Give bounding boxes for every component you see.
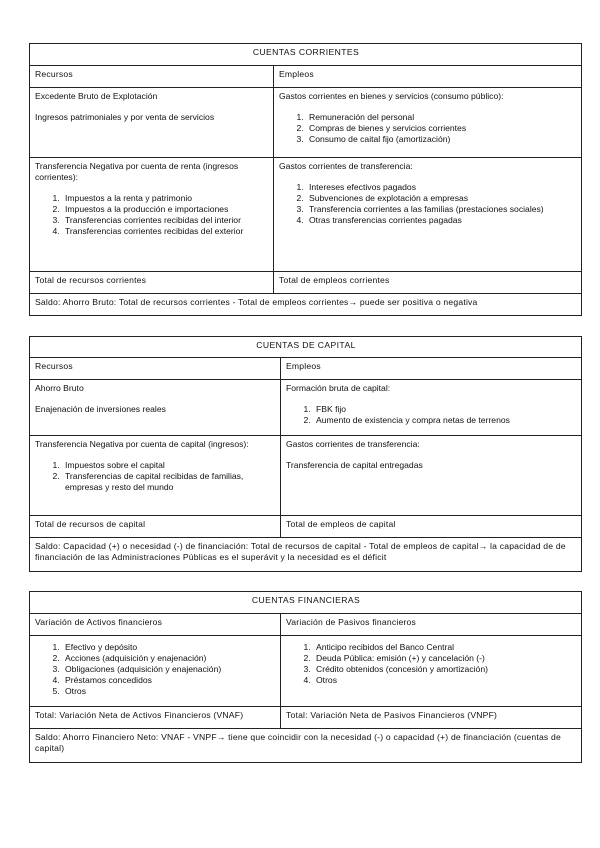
column-header-activos: Variación de Activos financieros <box>30 614 281 636</box>
total-recursos: Total de recursos de capital <box>30 516 281 538</box>
list-item: 1. Remuneración del personal <box>306 112 577 123</box>
list-item: 1. FBK fijo <box>313 404 577 415</box>
total-empleos: Total de empleos de capital <box>281 516 582 538</box>
saldo-row: Saldo: Ahorro Bruto: Total de recursos corrientes - Total de empleos corrientes→ puede ser positiva o negativa <box>30 294 582 316</box>
list-item: 1. Anticipo recibidos del Banco Central <box>313 642 577 653</box>
cuentas-corrientes-table <box>29 43 582 316</box>
text-line: Ingresos patrimoniales y por venta de servicios <box>35 112 215 122</box>
numbered-list <box>35 460 276 493</box>
list-item: 3. Obligaciones (adquisición y enajenación) <box>62 664 276 675</box>
list-item: 3. Transferencias corrientes recibidas del interior <box>62 215 269 226</box>
numbered-list <box>35 642 276 697</box>
list-item: 2. Aumento de existencia y compra netas de terrenos <box>313 415 577 426</box>
list-item: 3. Crédito obtenidos (concesión y amortización) <box>313 664 577 675</box>
total-recursos: Total de recursos corrientes <box>30 272 274 294</box>
column-header-recursos: Recursos <box>30 66 274 88</box>
numbered-list <box>286 404 577 426</box>
list-item: 2. Deuda Pública: emisión (+) y cancelación (-) <box>313 653 577 664</box>
list-item: 4. Transferencias corrientes recibidas del exterior <box>62 226 269 237</box>
recursos-cell <box>30 158 274 272</box>
numbered-list <box>279 112 577 145</box>
list-intro: Transferencia Negativa por cuenta de capital (ingresos): <box>35 439 249 449</box>
recursos-cell <box>30 380 281 436</box>
list-item: 1. Efectivo y depósito <box>62 642 276 653</box>
total-empleos: Total de empleos corrientes <box>274 272 582 294</box>
list-item: 4. Otras transferencias corrientes pagadas <box>306 215 577 226</box>
list-intro: Gastos corrientes de transferencia: <box>279 161 413 171</box>
cuentas-de-capital-table <box>29 336 582 572</box>
list-item: 1. Impuestos a la renta y patrimonio <box>62 193 269 204</box>
list-item: 5. Otros <box>62 686 276 697</box>
total-pasivos: Total: Variación Neta de Pasivos Financieros (VNPF) <box>281 707 582 729</box>
list-item: 3. Transferencia corrientes a las familias (prestaciones sociales) <box>306 204 577 215</box>
numbered-list <box>279 182 577 226</box>
text-line: Excedente Bruto de Explotación <box>35 91 158 101</box>
list-item: 2. Subvenciones de explotación a empresas <box>306 193 577 204</box>
pasivos-cell <box>281 636 582 707</box>
saldo-row: Saldo: Capacidad (+) o necesidad (-) de financiación: Total de recursos de capital - Total de empleos de capital→ la capacidad de de financiación de las Administraciones Públicas es el superávit y la necesidad es el déficit <box>30 538 582 572</box>
text-line: Ahorro Bruto <box>35 383 84 393</box>
recursos-cell <box>30 88 274 158</box>
list-item: 2. Acciones (adquisición y enajenación) <box>62 653 276 664</box>
list-item: 2. Impuestos a la producción e importaciones <box>62 204 269 215</box>
list-intro: Transferencia Negativa por cuenta de renta (ingresos corrientes): <box>35 161 239 182</box>
table-title: CUENTAS DE CAPITAL <box>30 337 582 358</box>
empleos-cell <box>281 436 582 516</box>
numbered-list <box>286 642 577 686</box>
column-header-recursos: Recursos <box>30 358 281 380</box>
empleos-cell <box>274 158 582 272</box>
recursos-cell <box>30 436 281 516</box>
column-header-empleos: Empleos <box>281 358 582 380</box>
list-item: 1. Intereses efectivos pagados <box>306 182 577 193</box>
column-header-empleos: Empleos <box>274 66 582 88</box>
list-intro: Gastos corrientes en bienes y servicios (consumo público): <box>279 91 504 101</box>
text-line: Enajenación de inversiones reales <box>35 404 166 414</box>
list-item: 3. Consumo de caital fijo (amortización) <box>306 134 577 145</box>
saldo-row: Saldo: Ahorro Financiero Neto: VNAF - VNPF→ tiene que coincidir con la necesidad (-) o capacidad (+) de financiación (cuentas de capital) <box>30 729 582 763</box>
table-title: CUENTAS FINANCIERAS <box>30 592 582 614</box>
list-intro: Gastos corrientes de transferencia: <box>286 439 420 449</box>
cuentas-financieras-table <box>29 591 582 763</box>
empleos-cell <box>274 88 582 158</box>
list-item: 1. Impuestos sobre el capital <box>62 460 276 471</box>
activos-cell <box>30 636 281 707</box>
text-line: Transferencia de capital entregadas <box>286 460 423 470</box>
empleos-cell <box>281 380 582 436</box>
list-item: 4. Otros <box>313 675 577 686</box>
table-title: CUENTAS CORRIENTES <box>30 44 582 66</box>
list-item: 4. Préstamos concedidos <box>62 675 276 686</box>
numbered-list <box>35 193 269 237</box>
list-intro: Formación bruta de capital: <box>286 383 391 393</box>
total-activos: Total: Variación Neta de Activos Financieros (VNAF) <box>30 707 281 729</box>
list-item: 2. Transferencias de capital recibidas de familias, empresas y resto del mundo <box>62 471 276 493</box>
column-header-pasivos: Variación de Pasivos financieros <box>281 614 582 636</box>
list-item: 2. Compras de bienes y servicios corrientes <box>306 123 577 134</box>
